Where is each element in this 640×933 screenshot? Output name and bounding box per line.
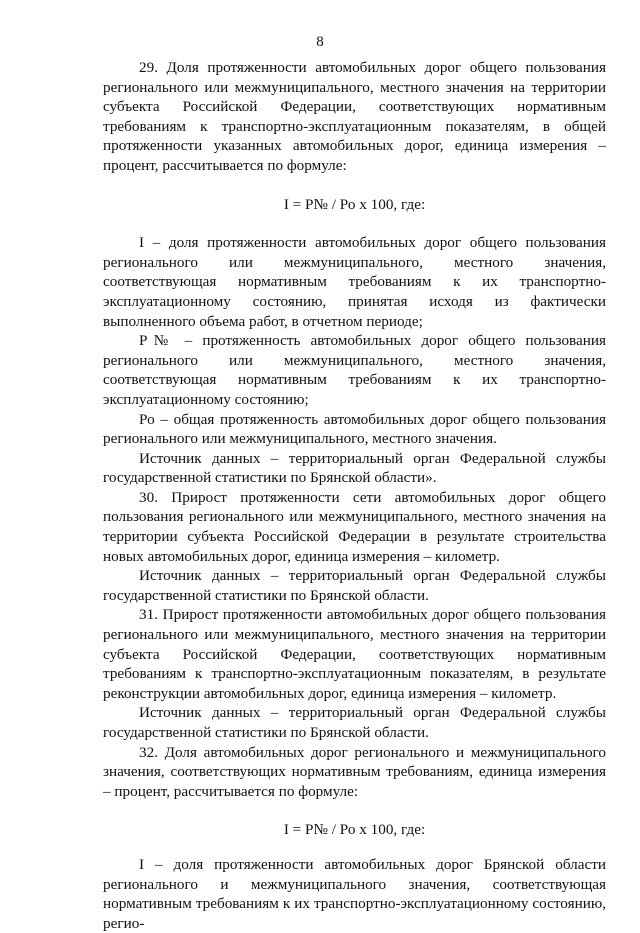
data-source-note: Источник данных – территориальный орган Федеральной службы государственной статистики по Брянской области. [103, 704, 606, 741]
spacer [103, 840, 606, 855]
paragraph-item-32: 32. Доля автомобильных дорог регионального и межмуниципального значения, соответствующих нормативным требованиям, единица измерения – процент, рассчитывается по формуле: [103, 743, 606, 800]
data-source-note: Источник данных – территориальный орган Федеральной службы государственной статистики по Брянской области. [103, 567, 606, 604]
definition-i-2: I – доля протяженности автомобильных дорог Брянской области регионального и межмуниципального значения, соответствующая нормативным требованиям к их транспортно-эксплуатационному состоянию, регио- [103, 855, 606, 932]
definition-i: I – доля протяженности автомобильных дорог общего пользования регионального или межмуниципального, местного значения, соответствующая нормативным требованиям к их транспортно-эксплуатационному состоянию, принятая исходя из фактически выполненного объема работ, в отчетном периоде; [103, 234, 606, 330]
formula-2: I = Р№ / Ро х 100, где: [283, 821, 426, 839]
document-body [103, 58, 606, 933]
data-source-note: Источник данных – территориальный орган Федеральной службы государственной статистики по Брянской области». [103, 449, 606, 487]
paragraph-item-29: 29. Доля протяженности автомобильных дорог общего пользования регионального или межмуниципального, местного значения на территории субъекта Российской Федерации, соответствующих нормативным требованиям к транспортно-эксплуатационным показателям, в общей протяженности указанных автомобильных дорог, единица измерения – процент, рассчитывается по формуле: [103, 59, 606, 174]
spacer [103, 801, 606, 820]
spacer [103, 176, 606, 195]
paragraph-item-30: 30. Прирост протяженности сети автомобильных дорог общего пользования регионального или межмуниципального, местного значения на территории субъекта Российской Федерации в результате строительства новых автомобильных дорог, единица измерения – километр. [103, 488, 606, 565]
paragraph-item-31: 31. Прирост протяженности автомобильных дорог общего пользования регионального или межмуниципального, местного значения на территории субъекта Российской Федерации, соответствующих нормативным требованиям к транспортно-эксплуатационным показателям, в результате реконструкции автомобильных дорог, единица измерения – километр. [103, 606, 606, 702]
spacer [103, 214, 606, 233]
formula-1: I = Р№ / Ро х 100, где: [283, 195, 426, 213]
definition-ro: Ро – общая протяженность автомобильных дорог общего пользования регионального или межмуниципального, местного значения. [103, 410, 606, 448]
page-number: 8 [316, 34, 324, 50]
definition-rn: Р№ – протяженность автомобильных дорог общего пользования регионального или межмуниципального, местного значения, соответствующая нормативным требованиям к их транспортно-эксплуатационному состоянию; [103, 332, 606, 408]
